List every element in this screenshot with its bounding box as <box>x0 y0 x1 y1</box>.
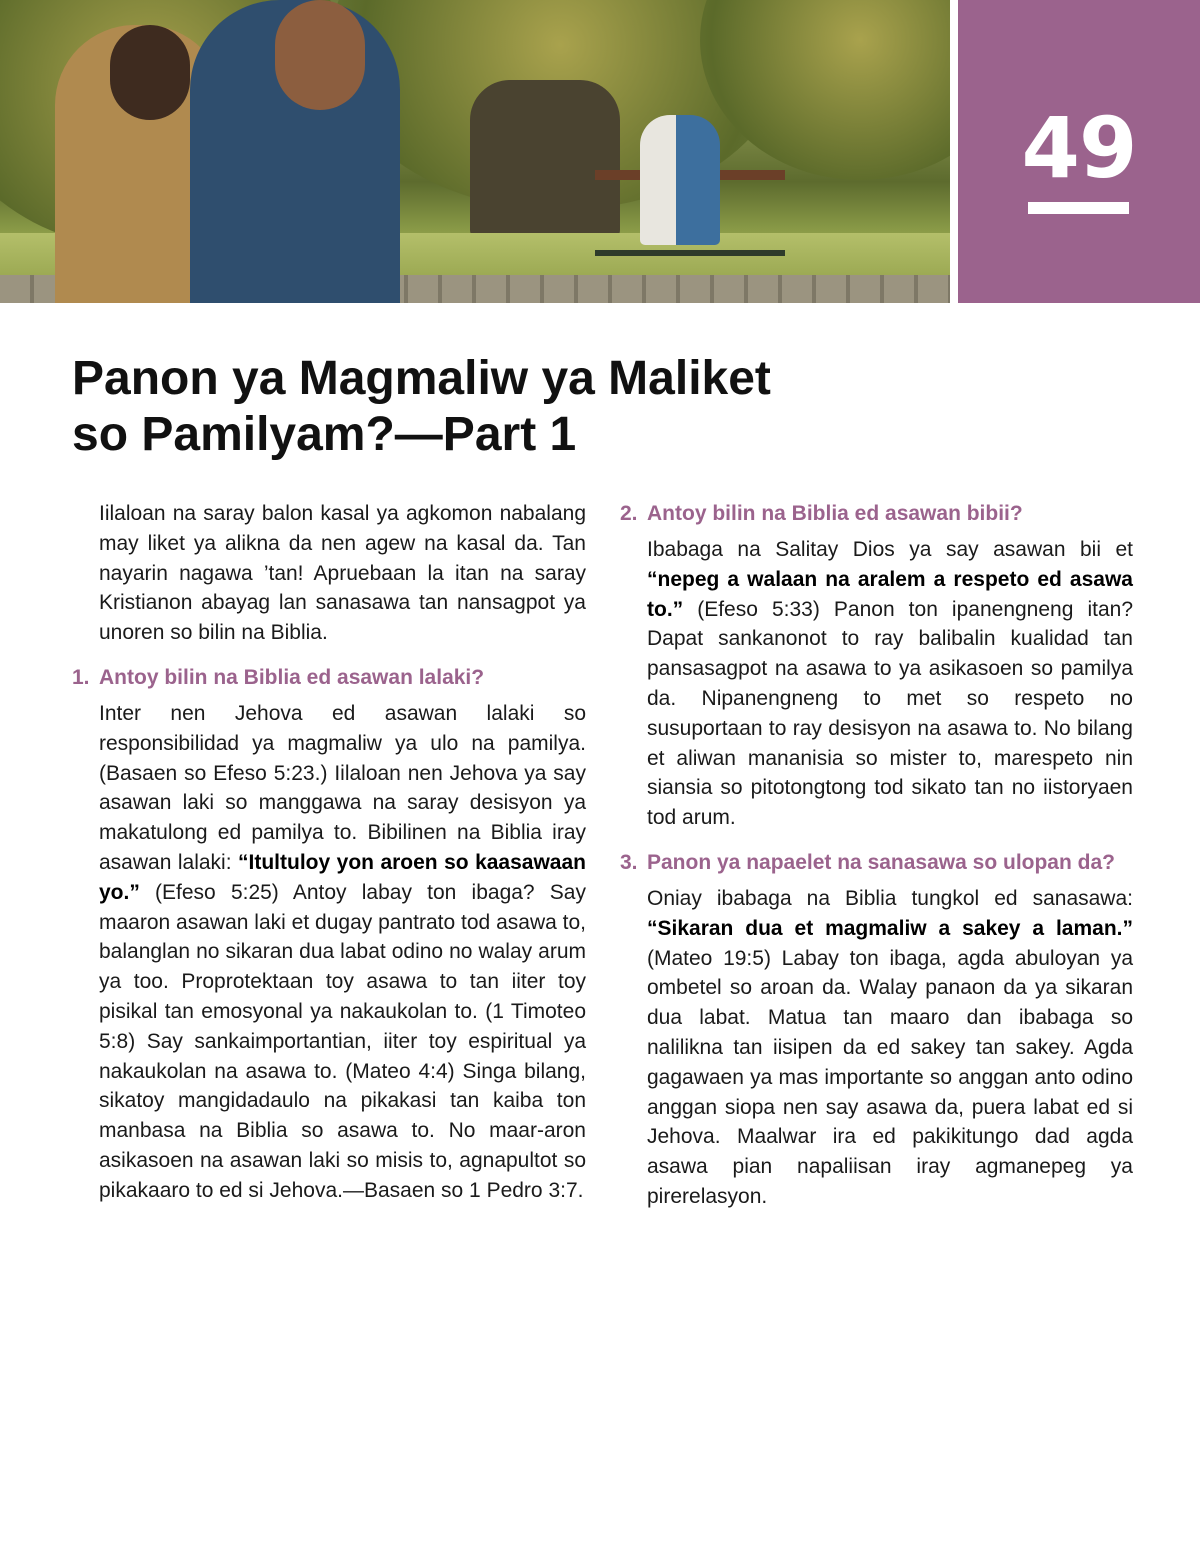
section-paragraph-1: Inter nen Jehova ed asawan lalaki so responsibilidad ya magmaliw ya ulo na pamilya. (Basaen so Efeso 5:23.) Iilaloan nen Jehova ya say asawan laki so manggawa na saray desisyon ya makatulong ed pamilya to. Bibilinen na Biblia iray asawan lalaki: “Itultuloy yon aroen so kaasawaan yo.” (Efeso 5:25) Antoy labay ton ibaga? Say maaron asawan laki et dugay pantrato tod asawa to, balanglan no sikaran dua labat odino no walay arum ya too. Proprotektaan toy asawa to tan iiter toy pisikal tan emosyonal ya nakaukolan to. (1 Timoteo 5:8) Say sankaimportantian, iiter toy espiritual ya nakaukolan na asawa to. (Mateo 4:4) Singa bilang, sikatoy mangidadaulo na pikakasi tan kaiba ton manbasa na Biblia so asawa to. No maar-aron asikasoen na asawan laki so misis to, agnapultot so pikakaaro to ed si Jehova.—Basaen so 1 Pedro 3:7. <box>99 701 586 1202</box>
page-title: Panon ya Magmaliw ya Maliket so Pamilyam?—Part 1 <box>72 352 771 461</box>
content-columns <box>72 499 1133 1227</box>
hero-photo <box>0 0 950 303</box>
lesson-number: 49 <box>1021 99 1137 197</box>
section-heading-1: 1. Antoy bilin na Biblia ed asawan lalaki? <box>72 665 485 689</box>
intro-paragraph: Iilaloan na saray balon kasal ya agkomon nabalang may liket ya alikna da nen agew na kasal da. Tan nayarin nagawa ’tan! Apruebaan la itan na saray Kristianon abayag lan sanasawa tan nansagpot ya unoren so bilin na Biblia. <box>99 502 586 645</box>
header-band <box>0 0 1200 303</box>
left-column <box>72 499 586 1221</box>
lesson-number-underline <box>1028 202 1129 214</box>
right-column <box>620 499 1133 1227</box>
section-heading-3: 3. Panon ya napaelet na sanasawa so ulopan da? <box>620 850 1115 874</box>
lesson-number-badge <box>958 0 1200 303</box>
section-paragraph-2: Ibabaga na Salitay Dios ya say asawan bii et “nepeg a walaan na aralem a respeto ed asawa to.” (Efeso 5:33) Panon ton ipanengneng itan? Dapat sankanonot to ray balibalin kualidad tan pansasagpot na asawa to ya asikasoen so pamilya da. Nipanengneng to met so respeto no susuportaan to ray desisyon na asawa to. No bilang et aliwan mananisia so mister to, marespeto nin siansia so pitotongtong tod sikato tan no iistoryaen tod arum. <box>647 538 1133 830</box>
section-heading-2: 2. Antoy bilin na Biblia ed asawan bibii? <box>620 502 1023 525</box>
section-paragraph-3: Oniay ibabaga na Biblia tungkol ed sanasawa: “Sikaran dua et magmaliw a sakey a laman.” (Mateo 19:5) Labay ton ibaga, agda abuloyan ya ombetel so aroan da. Walay panaon da ya sikaran dua labat. Matua tan maaro dan ibabaga so nalilikna tan iisipen da ed sakey tan sakey. Agda gagawaen ya mas importante so anggan anto odino anggan siopa nen say asawa da, puera labat ed si Jehova. Maalwar ira ed pakikitungo dad agda asawa pian napaliisan iray agmanepeg ya pirerelasyon. <box>647 886 1133 1208</box>
